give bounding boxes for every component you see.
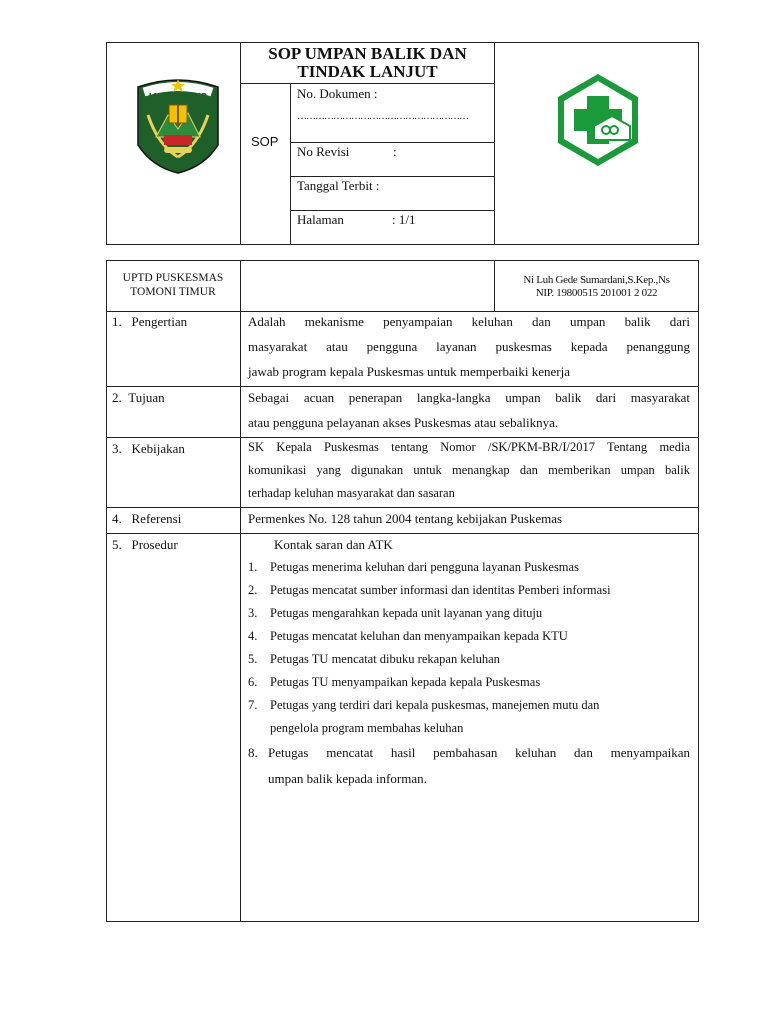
pengertian-line-1: Adalah mekanisme penyampaian keluhan dan umpan balik dari (248, 314, 690, 329)
list-item: 1. Petugas menerima keluhan dari pengguna layanan Puskesmas (248, 560, 579, 574)
prosedur-label: 5. Prosedur (112, 537, 178, 552)
step-8-line-1: Petugas mencatat hasil pembahasan keluhan dan menyampaikan (268, 745, 690, 760)
org-name (106, 272, 240, 300)
list-item: 4. Petugas mencatat keluhan dan menyampaikan kepada KTU (248, 629, 568, 643)
tujuan-line-1: Sebagai acuan penerapan langka-langka umpan balik dari masyarakat (248, 390, 690, 405)
pengertian-line-3: jawab program kepala Puskesmas untuk memperbaiki kenerja (248, 364, 571, 379)
kebijakan-line-2: komunikasi yang digunakan untuk menangkap dan memberikan umpan balik (248, 463, 690, 477)
signer-nip: NIP. 19800515 201001 2 022 (535, 287, 658, 300)
prosedur-intro: Kontak saran dan ATK (274, 537, 393, 552)
no-revisi-label: No Revisi (297, 144, 350, 159)
document-title (241, 45, 494, 81)
no-dokumen-label: No. Dokumen : (297, 86, 378, 101)
tujuan-line-2: atau pengguna pelayanan akses Puskesmas atau sebaliknya. (248, 415, 559, 430)
referensi-text: Permenkes No. 128 tahun 2004 tentang kebijakan Puskemas (248, 511, 563, 526)
signer-block (495, 274, 698, 300)
halaman-label: Halaman (297, 212, 344, 227)
sop-label: SOP (251, 134, 279, 149)
luwu-timur-emblem-icon (134, 75, 222, 175)
no-dokumen-value: ………………………………………………… (297, 111, 468, 122)
puskesmas-logo-icon (550, 72, 646, 168)
kebijakan-line-3: terhadap keluhan masyarakat dan sasaran (248, 486, 455, 500)
halaman-value: : 1/1 (392, 212, 416, 227)
kebijakan-line-1: SK Kepala Puskesmas tentang Nomor /SK/PKM-BR/I/2017 Tentang media (248, 440, 690, 454)
step-8-line-2: umpan balik kepada informan. (268, 771, 427, 786)
list-item: 6. Petugas TU menyampaikan kepada kepala Puskesmas (248, 675, 541, 689)
svg-text:LUWU TIMUR: LUWU TIMUR (148, 92, 208, 101)
list-item: 7. Petugas yang terdiri dari kepala puskesmas, manejemen mutu dan (248, 698, 600, 712)
list-item: 3. Petugas mengarahkan kepada unit layanan yang dituju (248, 606, 543, 620)
step-8-num: 8. (248, 745, 258, 760)
pengertian-label: 1. Pengertian (112, 314, 188, 329)
list-item: 2. Petugas mencatat sumber informasi dan identitas Pemberi informasi (248, 583, 611, 597)
pengertian-line-2: masyarakat atau pengguna layanan puskesmas kepada penanggung (248, 339, 690, 354)
referensi-label: 4. Referensi (112, 511, 182, 526)
tujuan-label: 2. Tujuan (112, 390, 165, 405)
org-line-2: TOMONI TIMUR (130, 285, 216, 298)
list-item: 5. Petugas TU mencatat dibuku rekapan keluhan (248, 652, 500, 666)
tanggal-terbit-label: Tanggal Terbit : (297, 178, 380, 193)
title-line-2: TINDAK LANJUT (297, 62, 438, 81)
title-line-1: SOP UMPAN BALIK DAN (268, 44, 467, 63)
kebijakan-label: 3. Kebijakan (112, 441, 185, 456)
prosedur-steps (248, 560, 611, 744)
list-item-continuation: pengelola program membahas keluhan (270, 721, 464, 735)
signer-name: Ni Luh Gede Sumardani,S.Kep.,Ns (523, 274, 670, 286)
no-revisi-colon: : (393, 144, 397, 159)
org-line-1: UPTD PUSKESMAS (122, 272, 224, 284)
